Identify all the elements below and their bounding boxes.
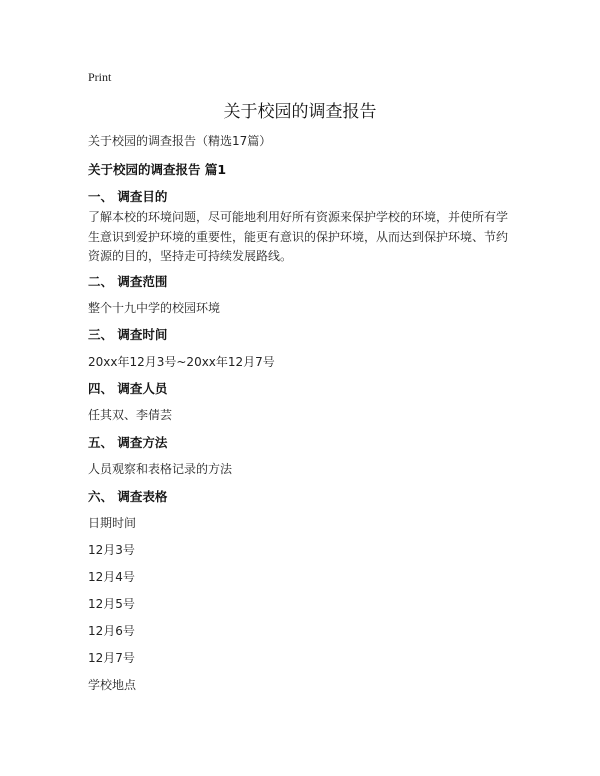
print-label[interactable]: Print [88,70,112,84]
table-line: 12月7号 [88,651,135,665]
heading-table: 六、 调查表格 [88,489,168,504]
heading-personnel: 四、 调查人员 [88,381,168,396]
paragraph-purpose: 了解本校的环境问题，尽可能地利用好所有资源来保护学校的环境，并使所有学生意识到爱护环境的重要性，能更有意识的保护环境，从而达到保护环境、节约资源的目的，坚持走可持续发展路线。 [88,210,509,263]
document-subtitle: 关于校园的调查报告（精选17篇） [88,134,272,148]
table-line: 12月5号 [88,597,135,611]
heading-scope: 二、 调查范围 [88,274,168,289]
table-line: 学校地点 [88,678,137,692]
document-title: 关于校园的调查报告 [223,102,377,122]
table-line: 12月4号 [88,570,135,584]
heading-time: 三、 调查时间 [88,327,168,342]
table-line: 日期时间 [88,516,137,530]
text-time: 20xx年12月3号~20xx年12月7号 [88,355,275,369]
table-line: 12月3号 [88,543,135,557]
heading-purpose: 一、 调查目的 [88,189,168,204]
text-method: 人员观察和表格记录的方法 [88,462,233,476]
text-personnel: 任其双、李倩芸 [88,408,173,422]
text-scope: 整个十九中学的校园环境 [88,301,221,315]
section-title: 关于校园的调查报告 篇1 [88,162,227,177]
heading-method: 五、 调查方法 [88,435,168,450]
table-line: 12月6号 [88,624,135,638]
